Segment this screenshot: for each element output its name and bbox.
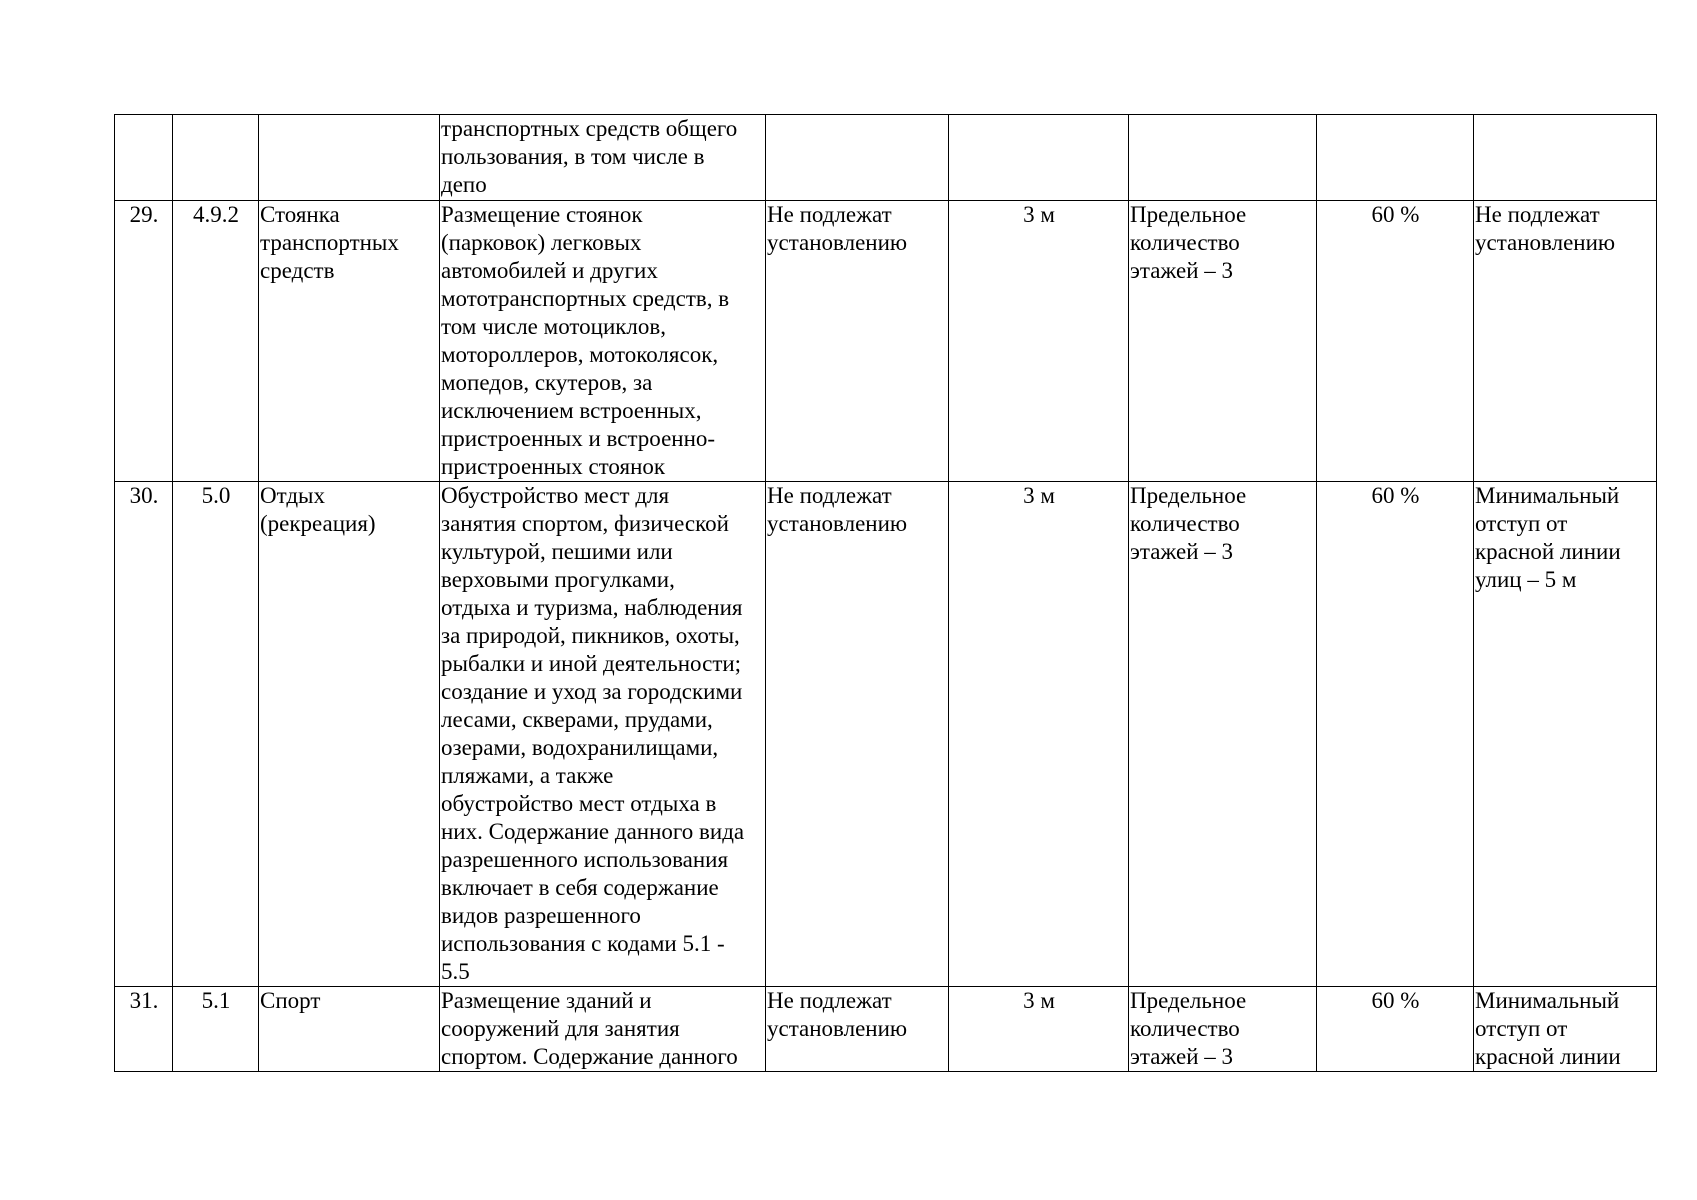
coverage-cell: 60 %: [1317, 482, 1474, 987]
coverage-cell: 60 %: [1317, 201, 1474, 482]
setback-cell: [949, 115, 1129, 201]
other-params-cell: Минимальный отступ от красной линии: [1474, 987, 1657, 1072]
other-params-cell: Минимальный отступ от красной линии улиц – 5 м: [1474, 482, 1657, 987]
regulations-table: [114, 114, 1657, 1072]
floors-cell: Предельное количество этажей – 3: [1129, 201, 1317, 482]
use-name-cell: Спорт: [259, 987, 440, 1072]
row-number-cell: 31.: [115, 987, 173, 1072]
use-name-cell: Отдых (рекреация): [259, 482, 440, 987]
row-number-cell: [115, 115, 173, 201]
row-number-cell: 29.: [115, 201, 173, 482]
table-row: [115, 482, 1657, 987]
use-name-cell: [259, 115, 440, 201]
coverage-cell: [1317, 115, 1474, 201]
use-description-cell: Размещение зданий и сооружений для занятия спортом. Содержание данного: [440, 987, 766, 1072]
plot-size-cell: [766, 115, 949, 201]
table-row: [115, 987, 1657, 1072]
floors-cell: Предельное количество этажей – 3: [1129, 987, 1317, 1072]
other-params-cell: [1474, 115, 1657, 201]
plot-size-cell: Не подлежат установлению: [766, 987, 949, 1072]
setback-cell: 3 м: [949, 987, 1129, 1072]
use-name-cell: Стоянка транспортных средств: [259, 201, 440, 482]
use-description-cell: Размещение стоянок (парковок) легковых автомобилей и других мототранспортных средств, в том числе мотоциклов, мотороллеров, мотоколясок, мопедов, скутеров, за исключением встроенных, пристроенных и встроенно- пристроенных стоянок: [440, 201, 766, 482]
floors-cell: [1129, 115, 1317, 201]
row-number-cell: 30.: [115, 482, 173, 987]
table-row: [115, 115, 1657, 201]
use-code-cell: 4.9.2: [173, 201, 259, 482]
setback-cell: 3 м: [949, 201, 1129, 482]
setback-cell: 3 м: [949, 482, 1129, 987]
coverage-cell: 60 %: [1317, 987, 1474, 1072]
use-description-cell: транспортных средств общего пользования, в том числе в депо: [440, 115, 766, 201]
use-code-cell: 5.1: [173, 987, 259, 1072]
use-code-cell: 5.0: [173, 482, 259, 987]
plot-size-cell: Не подлежат установлению: [766, 482, 949, 987]
floors-cell: Предельное количество этажей – 3: [1129, 482, 1317, 987]
use-code-cell: [173, 115, 259, 201]
plot-size-cell: Не подлежат установлению: [766, 201, 949, 482]
table-row: [115, 201, 1657, 482]
use-description-cell: Обустройство мест для занятия спортом, физической культурой, пешими или верховыми прогулками, отдыха и туризма, наблюдения за природой, пикников, охоты, рыбалки и иной деятельности; создание и уход за городскими лесами, скверами, прудами, озерами, водохранилищами, пляжами, а также обустройство мест отдыха в них. Содержание данного вида разрешенного использования включает в себя содержание видов разрешенного использования с кодами 5.1 - 5.5: [440, 482, 766, 987]
other-params-cell: Не подлежат установлению: [1474, 201, 1657, 482]
